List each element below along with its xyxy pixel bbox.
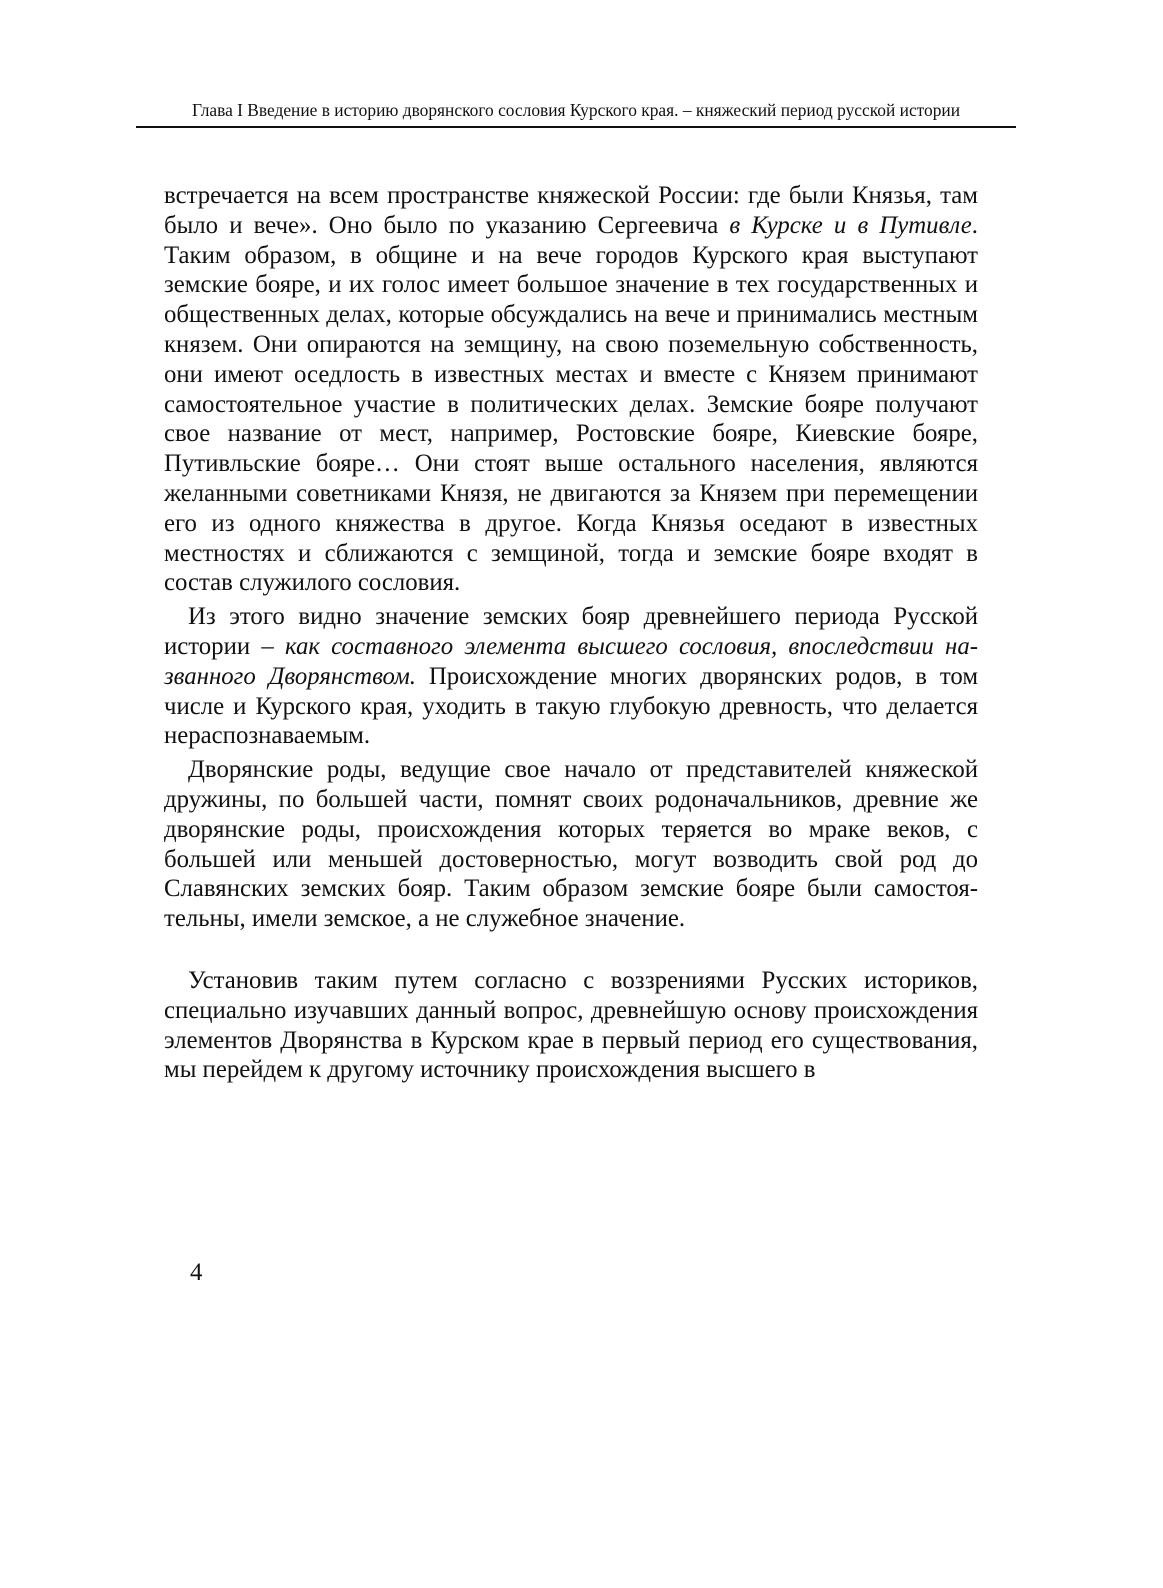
paragraph-2-text-a: Из этого видно значение земских бояр древнейшего периода Русской истории – xyxy=(164,603,978,660)
paragraph-2 xyxy=(164,602,978,751)
paragraph-1-text-b: . Таким образом, в общине и на вече городов Курского края выступают земские бояре, и их голос имеет большое значение в тех государственных и общественных делах, которые обсуждались на вече и принимались местным князем. Они опираются на земщину, на свою поземельную собственность, они имеют оседлость в известных местах и вместе с Князем принимают самостоятельное участие в политических делах. Земские бояре получают свое название от мест, например, Ростовские бояре, Киевские бояре, Путивльские бояре… Они стоят выше остального населения, являются желанными советниками Князя, не двигаются за Князем при перемещении его из одного княжества в другое. Когда Князья оседают в известных местностях и сближаются с земщиной, тогда и земские бояре входят в состав служилого сословия. xyxy=(164,211,978,597)
page-number: 4 xyxy=(190,1259,203,1286)
running-header xyxy=(136,100,1016,128)
page-body xyxy=(164,181,978,1085)
paragraph-2-emphasis: как составного элемента высшего сословия, впоследствии названного Дворянством. xyxy=(164,632,978,690)
paragraph-4: Установив таким путем согласно с воззрениями Русских историков, специально изучавших данный вопрос, древнейшую основу происхождения элементов Дворянства в Курском крае в первый период его существования, мы перейдем к другому источнику происхождения высшего в xyxy=(164,966,978,1084)
paragraph-3: Дворянские роды, ведущие свое начало от представителей княжеской дружины, по большей части, помнят своих родоначальников, древние же дворянские роды, происхождения которых теряется во мраке веков, с большей или меньшей достоверностью, могут возводить свой род до Славянских земских бояр. Таким образом земские бояре были самостоятельны, имели земское, а не служебное значение. xyxy=(164,756,978,933)
paragraph-2-text-b: Происхождение многих дворянских родов, в том числе и Курского края, уходить в такую глубокую древность, что делается нераспознаваемым. xyxy=(164,662,979,750)
paragraph-1-emphasis: в Курске и в Путивле xyxy=(729,211,972,239)
paragraph-1-text-a: встречается на всем пространстве княжеской России: где были Князья, там было и вече». Оно было по указанию Сергеевича xyxy=(164,182,978,239)
paragraph-1 xyxy=(164,181,978,598)
running-header-title: Глава I Введение в историю дворянского сословия Курского края. – княжеский период русской истории xyxy=(191,100,961,120)
